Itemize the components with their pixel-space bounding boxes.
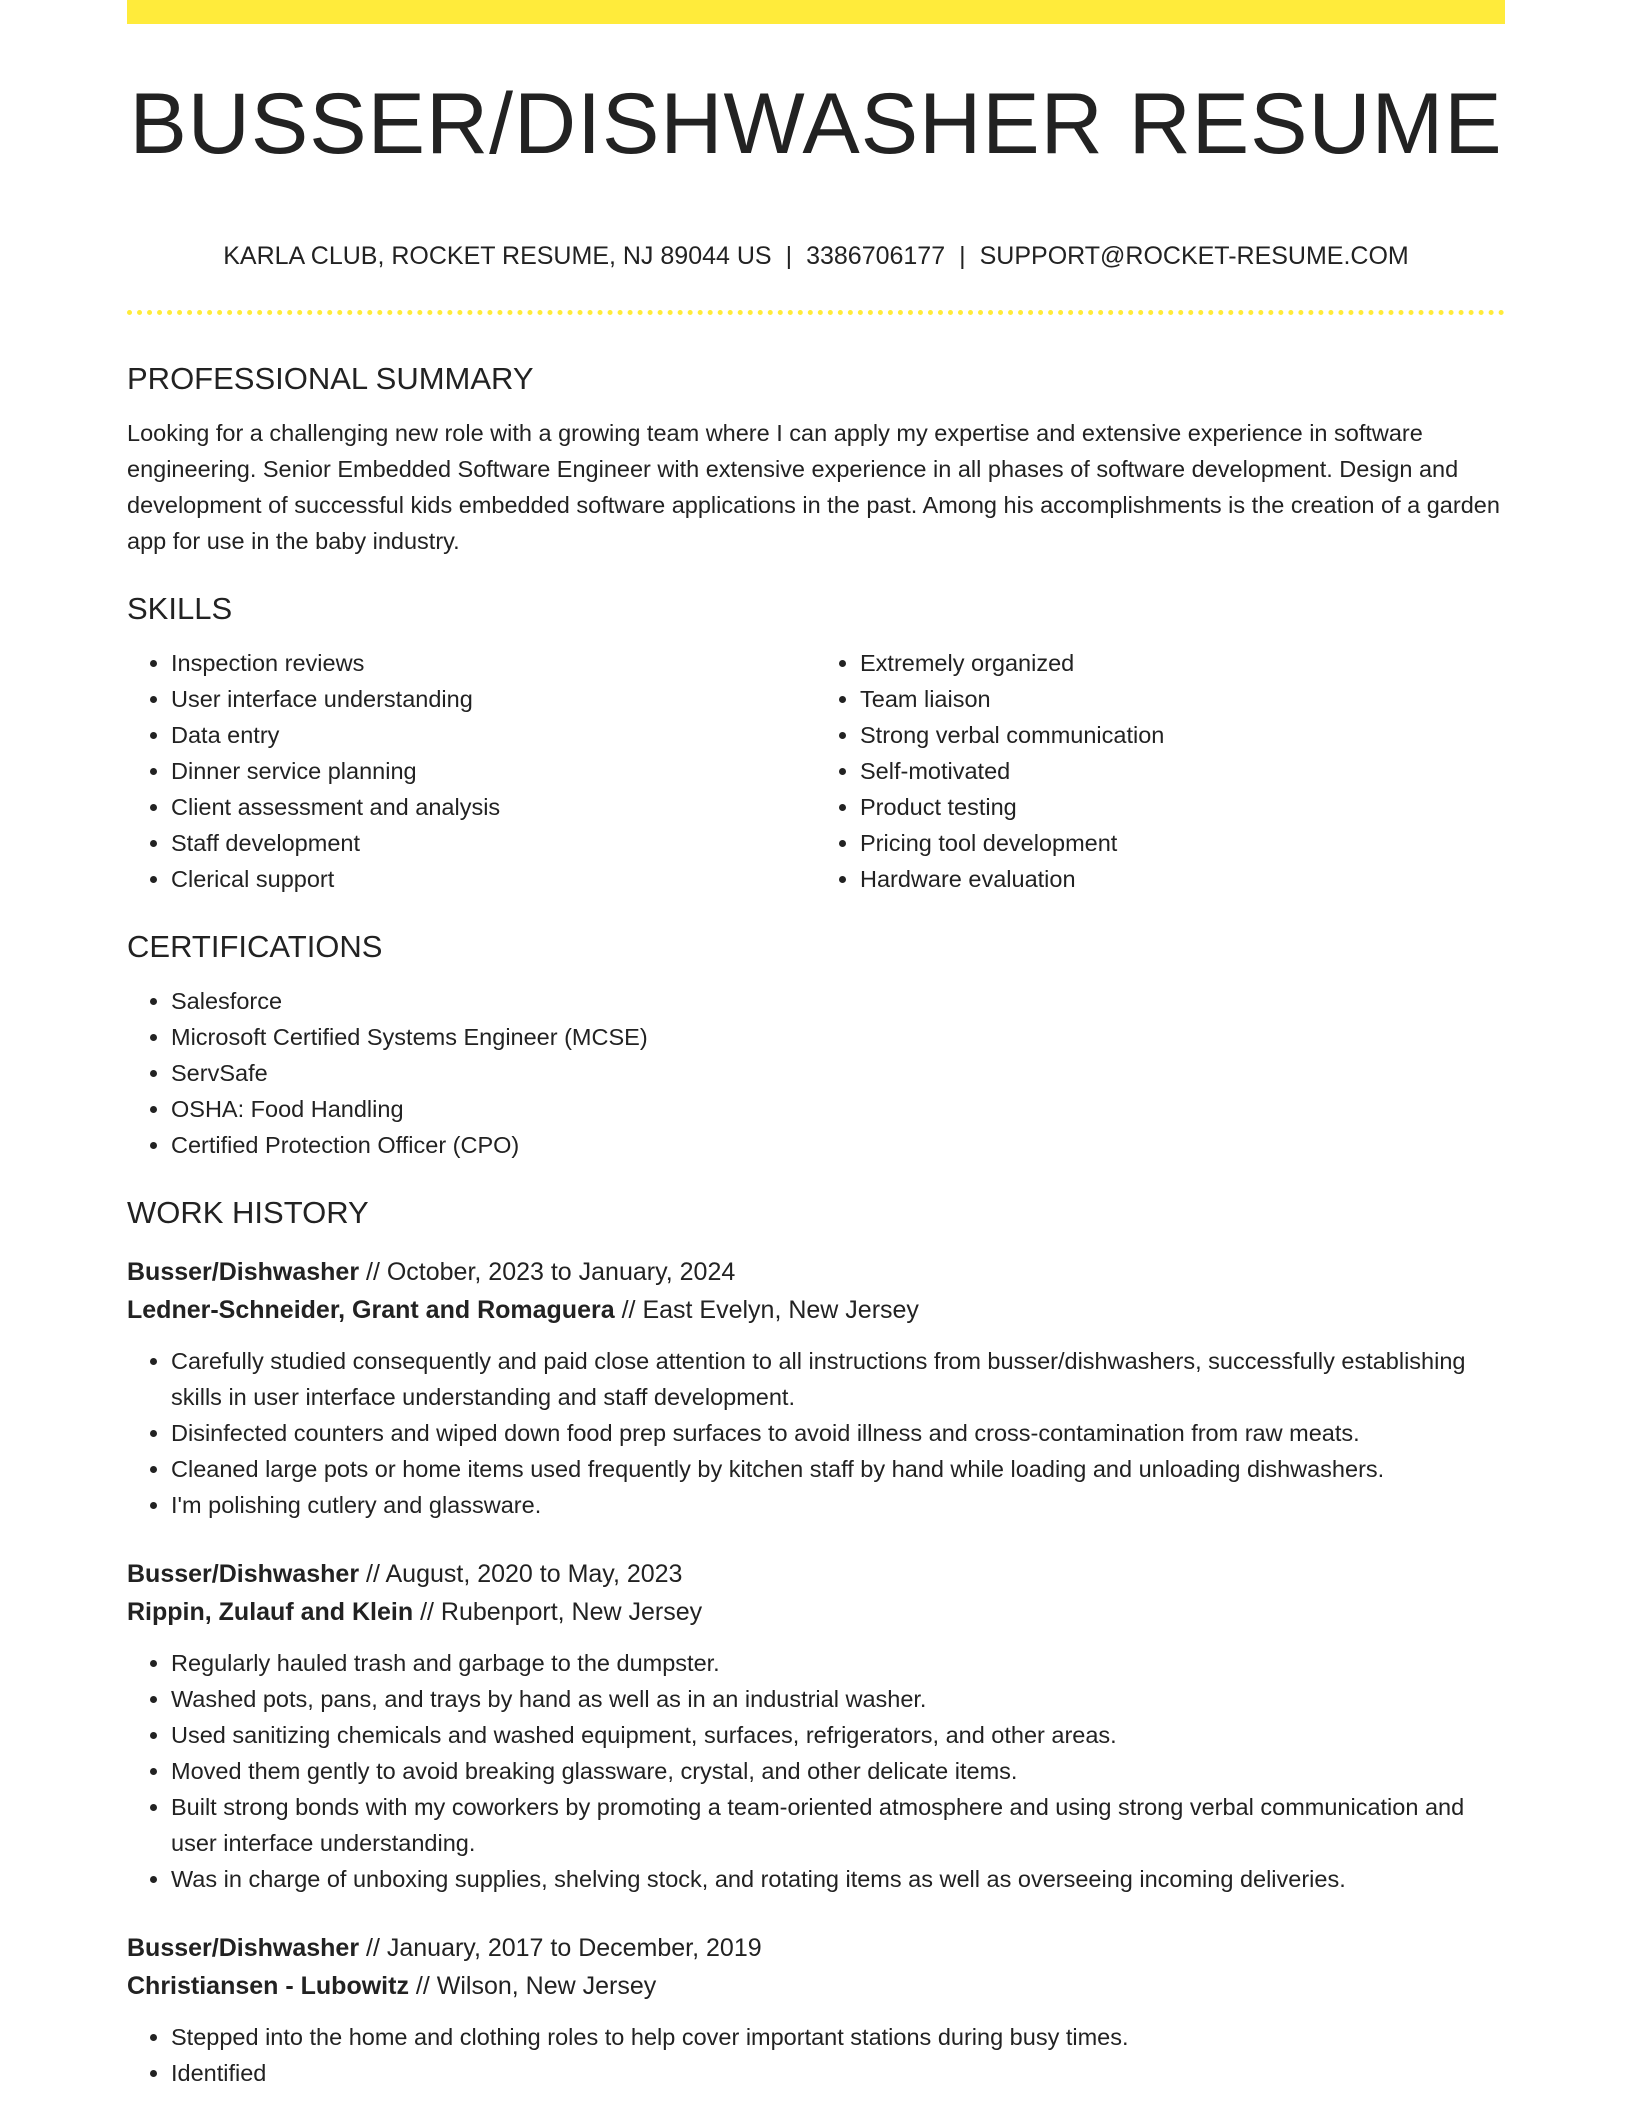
- dotted-divider: [127, 310, 1505, 315]
- skill-item: • Client assessment and analysis: [171, 789, 816, 825]
- job-dates: January, 2017 to December, 2019: [386, 1934, 762, 1962]
- job-bullet: • Moved them gently to avoid breaking glassware, crystal, and other delicate items.: [171, 1753, 1505, 1789]
- certification-item: • Certified Protection Officer (CPO): [171, 1127, 1505, 1163]
- job-company-line: [127, 1967, 1505, 2005]
- skills-right-list: [816, 645, 1505, 897]
- job-bullet: • Was in charge of unboxing supplies, shelving stock, and rotating items as well as overseeing incoming deliveries.: [171, 1861, 1505, 1897]
- work-history-heading: WORK HISTORY: [127, 1195, 369, 1230]
- skill-item: • Strong verbal communication: [860, 717, 1505, 753]
- job-bullet: • Washed pots, pans, and trays by hand as well as in an industrial washer.: [171, 1681, 1505, 1717]
- resume-title: BUSSER/DISHWASHER RESUME: [129, 76, 1503, 172]
- skills-heading: SKILLS: [127, 591, 233, 626]
- job-entry: [127, 1555, 1505, 1897]
- skill-item: • Hardware evaluation: [860, 861, 1505, 897]
- job-title: Busser/Dishwasher: [127, 1258, 360, 1286]
- certification-item: • OSHA: Food Handling: [171, 1091, 1505, 1127]
- skill-item: • Team liaison: [860, 681, 1505, 717]
- certifications-heading: CERTIFICATIONS: [127, 929, 383, 964]
- job-separator: //: [366, 1258, 380, 1286]
- certification-item: • ServSafe: [171, 1055, 1505, 1091]
- job-dates: October, 2023 to January, 2024: [386, 1258, 736, 1286]
- contact-separator: |: [785, 242, 793, 270]
- resume-page: [127, 0, 1505, 2091]
- job-title: Busser/Dishwasher: [127, 1560, 360, 1588]
- job-title: Busser/Dishwasher: [127, 1934, 360, 1962]
- contact-phone: 3386706177: [806, 242, 946, 270]
- skills-left-list: [127, 645, 816, 897]
- job-location: Wilson, New Jersey: [436, 1972, 657, 2000]
- contact-email: SUPPORT@ROCKET-RESUME.COM: [979, 242, 1409, 270]
- skill-item: • Clerical support: [171, 861, 816, 897]
- skill-item: • Data entry: [171, 717, 816, 753]
- job-bullet: • Stepped into the home and clothing roles to help cover important stations during busy times.: [171, 2019, 1505, 2055]
- contact-address: KARLA CLUB, ROCKET RESUME, NJ 89044 US: [223, 242, 772, 270]
- skill-item: • Pricing tool development: [860, 825, 1505, 861]
- job-location: East Evelyn, New Jersey: [642, 1296, 919, 1324]
- job-bullet: • Built strong bonds with my coworkers by promoting a team-oriented atmosphere and using strong verbal communication and user interface understanding.: [171, 1789, 1505, 1861]
- job-separator: //: [366, 1560, 380, 1588]
- job-company: Christiansen - Lubowitz: [127, 1972, 409, 2000]
- job-bullets: [127, 1645, 1505, 1897]
- certification-item: • Microsoft Certified Systems Engineer (MCSE): [171, 1019, 1505, 1055]
- skill-item: • Self-motivated: [860, 753, 1505, 789]
- job-bullet: • Cleaned large pots or home items used frequently by kitchen staff by hand while loading and unloading dishwashers.: [171, 1451, 1505, 1487]
- job-bullet: • Disinfected counters and wiped down food prep surfaces to avoid illness and cross-contamination from raw meats.: [171, 1415, 1505, 1451]
- contact-separator: |: [959, 242, 966, 270]
- job-company: Ledner-Schneider, Grant and Romaguera: [127, 1296, 615, 1324]
- certification-item: • Salesforce: [171, 983, 1505, 1019]
- job-dates: August, 2020 to May, 2023: [385, 1560, 683, 1588]
- summary-heading: PROFESSIONAL SUMMARY: [127, 361, 534, 396]
- job-company: Rippin, Zulauf and Klein: [127, 1598, 414, 1626]
- job-entry: [127, 1253, 1505, 1523]
- job-title-line: [127, 1929, 1505, 1967]
- summary-text: Looking for a challenging new role with a growing team where I can apply my expertise and extensive experience in software engineering. Senior Embedded Software Engineer with extensive experience in all phases of software development. Design and development of successful kids embedded software applications in the past. Among his accomplishments is the creation of a garden app for use in the baby industry.: [127, 420, 1500, 554]
- job-separator: //: [420, 1598, 434, 1626]
- contact-line: [127, 240, 1505, 272]
- job-bullet: • Identified: [171, 2055, 1505, 2091]
- job-separator: //: [621, 1296, 636, 1324]
- skills-columns: [127, 645, 1505, 897]
- job-company-line: [127, 1291, 1505, 1329]
- skill-item: • Staff development: [171, 825, 816, 861]
- skill-item: • User interface understanding: [171, 681, 816, 717]
- job-bullets: [127, 1343, 1505, 1523]
- job-company-line: [127, 1593, 1505, 1631]
- job-separator: //: [415, 1972, 430, 2000]
- skill-item: • Dinner service planning: [171, 753, 816, 789]
- job-bullet: • Used sanitizing chemicals and washed equipment, surfaces, refrigerators, and other areas.: [171, 1717, 1505, 1753]
- job-bullet: • Carefully studied consequently and paid close attention to all instructions from busser/dishwashers, successfully establishing skills in user interface understanding and staff development.: [171, 1343, 1505, 1415]
- job-bullets: [127, 2019, 1505, 2091]
- skill-item: • Inspection reviews: [171, 645, 816, 681]
- job-bullet: • I'm polishing cutlery and glassware.: [171, 1487, 1505, 1523]
- job-location: Rubenport, New Jersey: [440, 1598, 703, 1626]
- job-entry: [127, 1929, 1505, 2091]
- skill-item: • Extremely organized: [860, 645, 1505, 681]
- job-separator: //: [366, 1934, 380, 1962]
- top-accent-bar: [127, 0, 1505, 24]
- job-bullet: • Regularly hauled trash and garbage to the dumpster.: [171, 1645, 1505, 1681]
- job-title-line: [127, 1253, 1505, 1291]
- skill-item: • Product testing: [860, 789, 1505, 825]
- job-title-line: [127, 1555, 1505, 1593]
- certifications-list: [127, 983, 1505, 1163]
